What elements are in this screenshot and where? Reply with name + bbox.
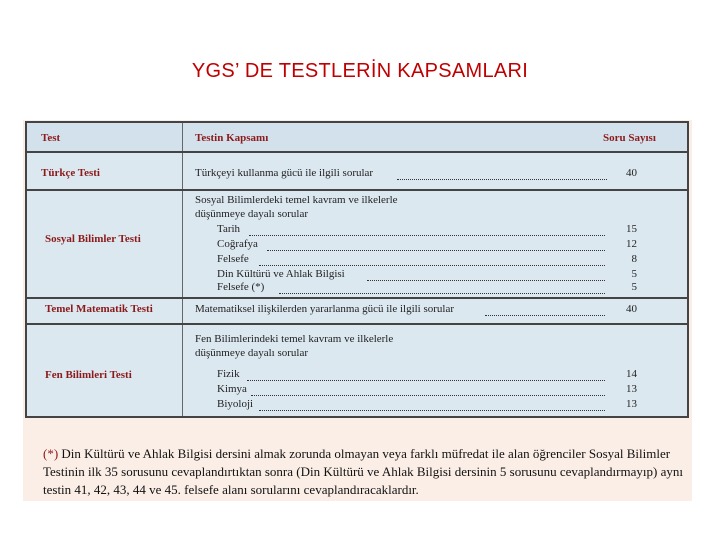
subject-count: 14: [626, 368, 637, 380]
dot-leader: [397, 179, 607, 180]
row-divider: [27, 189, 687, 191]
table-header-row: [27, 123, 687, 151]
test-name-sosyal: Sosyal Bilimler Testi: [45, 233, 141, 245]
dot-leader: [259, 410, 605, 411]
dot-leader: [367, 280, 605, 281]
page-title: YGS’ DE TESTLERİN KAPSAMLARI: [191, 60, 529, 82]
row-divider: [27, 323, 687, 325]
scope-turkce: Türkçeyi kullanma gücü ile ilgili sorular: [195, 167, 374, 179]
subject-label: Felsefe: [217, 253, 249, 265]
subject-label: Biyoloji: [217, 398, 254, 410]
subject-label: Kimya: [217, 383, 247, 395]
test-name-fen: Fen Bilimleri Testi: [45, 369, 132, 381]
content-panel: [23, 120, 692, 501]
subject-count: 13: [626, 383, 637, 395]
footnote-text: Din Kültürü ve Ahlak Bilgisi dersini almak zorunda olmayan veya farklı müfredat ile alan öğrenciler Sosyal Bilimler Testinin ilk 35 sorusunu cevaplandırtıktan sonra (Din Kültürü ve Ahlak Bilgisi dersinin 5 sorusunu cevaplandırmayıp) aynı testin 41, 42, 43, 44 ve 45. felsefe alanı sorularını cevaplandıracaklardır.: [43, 446, 683, 497]
dot-leader: [485, 315, 605, 316]
scope-fen-intro: düşünmeye dayalı sorular: [195, 347, 309, 359]
scope-sosyal-intro: düşünmeye dayalı sorular: [195, 208, 309, 220]
subject-label: Fizik: [217, 368, 240, 380]
header-test: Test: [41, 132, 61, 144]
scope-matematik: Matematiksel ilişkilerden yararlanma gücü ile ilgili sorular: [195, 303, 455, 315]
dot-leader: [251, 395, 605, 396]
dot-leader: [267, 250, 605, 251]
footnote-mark: (*): [43, 446, 59, 461]
header-scope: Testin Kapsamı: [195, 132, 269, 144]
count-matematik: 40: [626, 303, 637, 315]
test-name-matematik: Temel Matematik Testi: [45, 303, 153, 315]
column-divider: [182, 123, 183, 416]
test-name-turkce: Türkçe Testi: [41, 167, 100, 179]
scope-sosyal-intro: Sosyal Bilimlerdeki temel kavram ve ilkelerle: [195, 194, 398, 206]
dot-leader: [259, 265, 605, 266]
dot-leader: [247, 380, 605, 381]
dot-leader: [249, 235, 605, 236]
count-turkce: 40: [626, 167, 637, 179]
row-divider: [27, 151, 687, 153]
subject-count: 13: [626, 398, 637, 410]
subject-label: Tarih: [217, 223, 241, 235]
row-divider: [27, 297, 687, 299]
subject-label: Felsefe (*): [217, 281, 265, 293]
scope-fen-intro: Fen Bilimlerindeki temel kavram ve ilkelerle: [195, 333, 394, 345]
subject-count: 12: [626, 238, 637, 250]
dot-leader: [279, 293, 605, 294]
subject-count: 8: [631, 253, 637, 265]
test-scope-table: [25, 121, 689, 418]
header-count: Soru Sayısı: [603, 132, 656, 144]
subject-label: Coğrafya: [217, 238, 258, 250]
subject-count: 15: [626, 223, 637, 235]
footnote: [43, 445, 693, 499]
subject-label: Din Kültürü ve Ahlak Bilgisi: [217, 268, 345, 280]
subject-count: 5: [631, 281, 637, 293]
subject-count: 5: [631, 268, 637, 280]
